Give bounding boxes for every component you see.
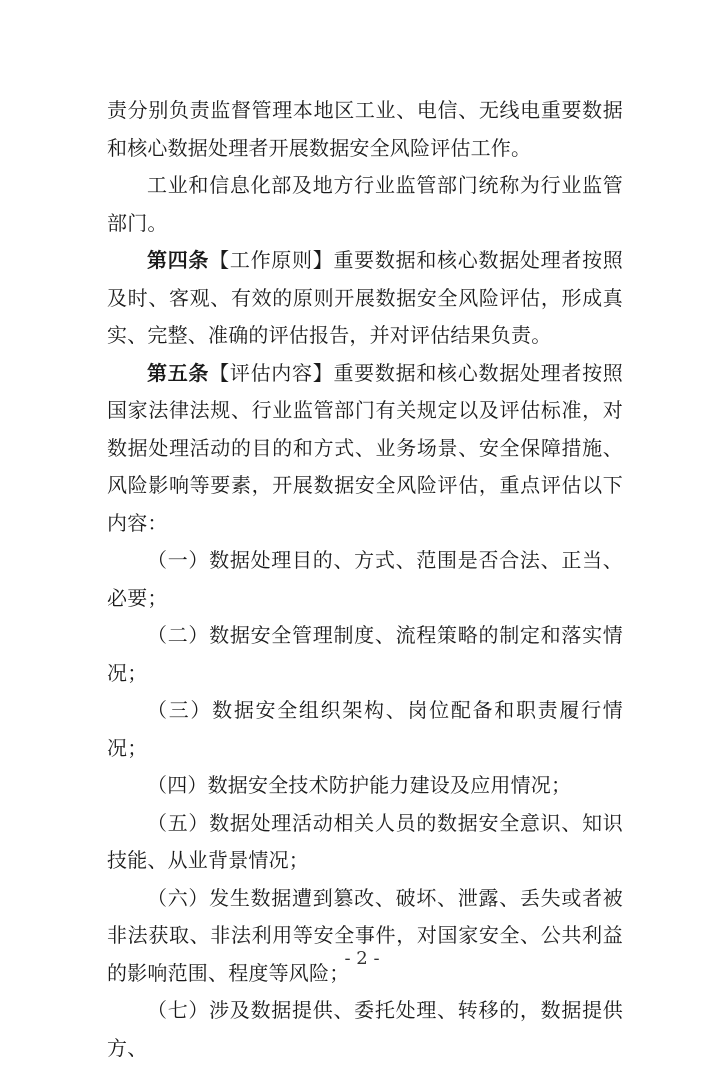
list-item-3: [107, 692, 623, 767]
list-item-5: [107, 805, 623, 880]
list-item-1: [107, 542, 623, 617]
paragraph-continuation: [107, 92, 623, 167]
list-item-7: [107, 992, 623, 1067]
list-item-text: （五）数据处理活动相关人员的数据安全意识、知识技能、从业背景情况；: [107, 810, 623, 872]
article-5-assessment-content: [107, 355, 623, 543]
article-title-bracket: 【评估内容】: [209, 360, 334, 385]
paragraph-department-definition: [107, 167, 623, 242]
article-4-work-principles: [107, 242, 623, 355]
article-title-bracket: 【工作原则】: [209, 248, 334, 272]
paragraph-text: 责分别负责监督管理本地区工业、电信、无线电重要数据和核心数据处理者开展数据安全风险评估工作。: [107, 98, 623, 160]
list-item-2: [107, 617, 623, 692]
paragraph-text: 重要数据和核心数据处理者按照国家法律法规、行业监管部门有关规定以及评估标准，对数据处理活动的目的和方式、业务场景、安全保障措施、风险影响等要素，开展数据安全风险评估，重点评估以下内容：: [107, 360, 623, 535]
list-item-text: （七）涉及数据提供、委托处理、转移的，数据提供方、: [107, 998, 623, 1060]
article-number: 第五条: [147, 360, 210, 385]
list-item-6: [107, 880, 623, 993]
list-item-4: [107, 767, 623, 805]
page-number: - 2 -: [344, 948, 380, 969]
list-item-text: （二）数据安全管理制度、流程策略的制定和落实情况；: [107, 623, 623, 685]
document-body: [107, 92, 623, 1067]
article-number: 第四条: [147, 248, 210, 272]
list-item-text: （四）数据安全技术防护能力建设及应用情况；: [147, 773, 572, 797]
paragraph-text: 工业和信息化部及地方行业监管部门统称为行业监管部门。: [107, 173, 623, 235]
list-item-text: （一）数据处理目的、方式、范围是否合法、正当、必要；: [107, 548, 623, 610]
list-item-text: （六）发生数据遭到篡改、破坏、泄露、丢失或者被非法获取、非法利用等安全事件，对国家安全、公共利益的影响范围、程度等风险；: [107, 885, 623, 985]
paragraph-text: 重要数据和核心数据处理者按照及时、客观、有效的原则开展数据安全风险评估，形成真实、完整、准确的评估报告，并对评估结果负责。: [107, 248, 623, 347]
list-item-text: （三）数据安全组织架构、岗位配备和职责履行情况；: [107, 698, 623, 760]
